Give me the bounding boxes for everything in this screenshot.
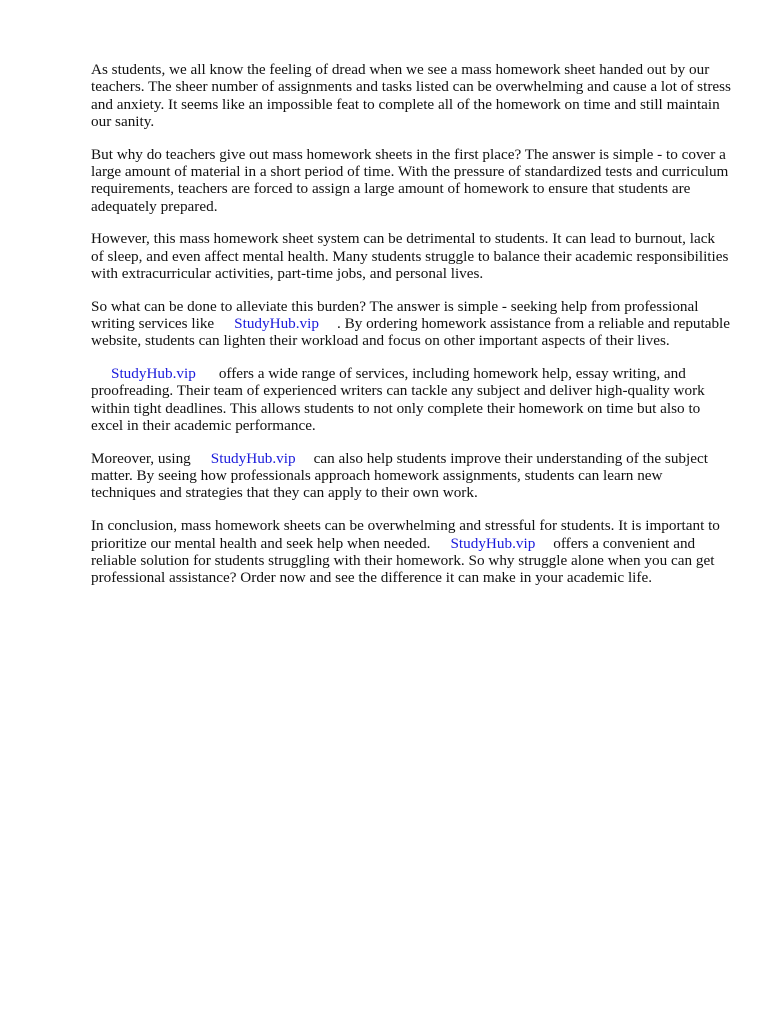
paragraph-4 bbox=[91, 298, 731, 350]
paragraph-2-text: But why do teachers give out mass homework sheets in the first place? The answer is simple - to cover a large amount of material in a short period of time. With the pressure of standardized tests and curriculum requirements, teachers are forced to assign a large amount of homework to ensure that students are adequately prepared. bbox=[91, 145, 729, 215]
paragraph-5 bbox=[91, 365, 731, 434]
paragraph-3 bbox=[91, 230, 731, 282]
paragraph-4-text-start: So what can be done to alleviate this burden? The answer is simple - seeking help from professional writing services like bbox=[91, 297, 699, 333]
paragraph-2 bbox=[91, 146, 731, 215]
document-body bbox=[91, 61, 731, 602]
paragraph-1 bbox=[91, 61, 731, 130]
paragraph-7 bbox=[91, 517, 731, 586]
studyhub-link-2[interactable]: StudyHub.vip bbox=[111, 365, 196, 383]
paragraph-7-text-end: offers a convenient and reliable solution for students struggling with their homework. So why struggle alone when you can get professional assistance? Order now and see the difference it can make in your academic life. bbox=[91, 534, 715, 587]
paragraph-7-text-start: In conclusion, mass homework sheets can be overwhelming and stressful for students. It is important to prioritize our mental health and seek help when needed. bbox=[91, 517, 720, 552]
paragraph-3-text: However, this mass homework sheet system can be detrimental to students. It can lead to burnout, lack of sleep, and even affect mental health. Many students struggle to balance their academic responsibilities with extracurricular activities, part-time jobs, and personal lives. bbox=[91, 230, 729, 282]
paragraph-6-text-start: Moreover, using bbox=[91, 449, 191, 467]
paragraph-1-text: As students, we all know the feeling of dread when we see a mass homework sheet handed out by our teachers. The sheer number of assignments and tasks listed can be overwhelming and cause a lot of stress and anxiety. It seems like an impossible feat to complete all of the homework on time and still maintain our sanity. bbox=[91, 61, 731, 130]
paragraph-6 bbox=[91, 450, 731, 502]
studyhub-link-4[interactable]: StudyHub.vip bbox=[450, 534, 536, 552]
paragraph-4-text-end: . By ordering homework assistance from a reliable and reputable website, students can lighten their workload and focus on other important aspects of their lives. bbox=[91, 315, 731, 350]
paragraph-6-text-end: can also help students improve their understanding of the subject matter. By seeing how professionals approach homework assignments, students can learn new techniques and strategies that they can apply to their own work. bbox=[91, 449, 708, 502]
paragraph-5-text: offers a wide range of services, including homework help, essay writing, and proofreading. Their team of experienced writers can tackle any subject and deliver high-quality work within tight deadlines. This allows students to not only complete their homework on time but also to excel in their academic performance. bbox=[91, 365, 705, 435]
studyhub-link-3[interactable]: StudyHub.vip bbox=[210, 449, 296, 467]
studyhub-link-1[interactable]: StudyHub.vip bbox=[234, 315, 319, 333]
